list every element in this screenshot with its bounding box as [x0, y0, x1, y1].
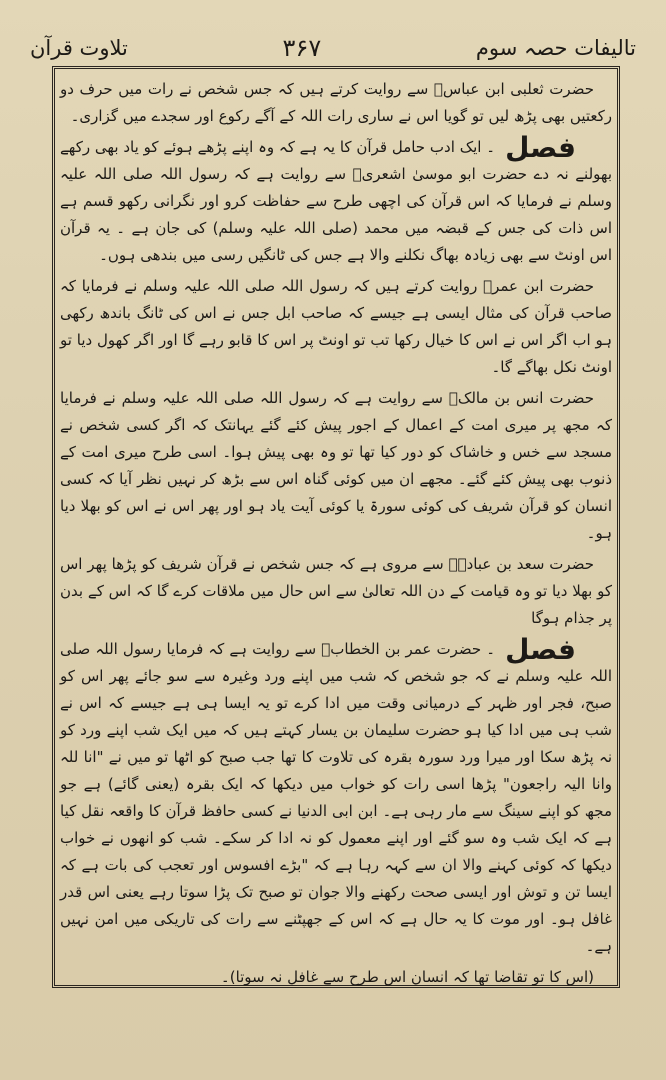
paragraph-1-text: حضرت ثعلبی ابن عباسؓ سے روایت کرتے ہیں کہ جس شخص نے رات میں حرف دو رکعتیں بھی پڑھ لیں تو گویا اس نے ساری رات اللہ کے آگے رکوع اور سجدے میں گزاری۔: [60, 80, 612, 125]
page-number: ۳۶۷: [282, 34, 322, 62]
paragraph-3-text: حضرت ابن عمرؓ روایت کرتے ہیں کہ رسول اللہ صلی اللہ علیہ وسلم نے فرمایا کہ صاحب قرآن کی مثال ایسی ہے جیسے کہ صاحب ابل جس نے اس کی ٹانگ باندھ رکھی ہو اب اگر اس نے اس کا خیال رکھا تب تو اونٹ پر اس کا قابو رہے گا اور اگر کھول دیا تو اونٹ نکل بھاگے گا۔: [60, 277, 612, 376]
section-title: تلاوت قرآن: [30, 36, 128, 60]
paragraph-2-text: ۔ ایک ادب حامل قرآن کا یہ ہے کہ وہ اپنے پڑھے ہوئے کو یاد بھی رکھے بھولنے نہ دے حضرت ابو موسیٰ اشعریؓ سے روایت ہے کہ رسول اللہ صلی اللہ علیہ وسلم نے فرمایا کہ اس قرآن کی اچھی طرح سے حفاظت کرو اور نگرانی رکھو قسم ہے اس ذات کی جس کے قبضہ میں محمد (صلی اللہ علیہ وسلم) کی جان ہے ۔ یہ قرآن اس اونٹ سے بھی زیادہ بھاگ نکلنے والا ہے جس کی ٹانگیں رسی میں بندھی ہوں۔: [60, 138, 612, 264]
paragraph-5-text: حضرت سعد بن عبادہؓ سے مروی ہے کہ جس شخص نے قرآن شریف کو پڑھا پھر اس کو بھلا دیا تو وہ قیامت کے دن اللہ تعالیٰ سے اس حال میں ملاقات کرے گا کہ اس کے بدن پر جذام ہوگا: [60, 555, 612, 627]
paragraph-1: [60, 76, 612, 130]
book-title: تالیفات حصہ سوم: [475, 36, 636, 60]
paragraph-4-text: حضرت انس بن مالکؓ سے روایت ہے کہ رسول اللہ صلی اللہ علیہ وسلم نے فرمایا کہ مجھ پر میری امت کے اعمال کے اجور پیش کئے گئے یہانتک کہ اگر کسی شخص نے مسجد سے خس و خاشاک کو دور کیا تھا تو وہ بھی پیش ہوا۔ اسی طرح میری امت کے ذنوب بھی پیش کئے گئے۔ مجھے ان میں کوئی گناہ اس سے بڑھ کر نہیں نظر آیا کہ کسی انسان کو قرآن شریف کی کوئی سورۃ یا کوئی آیت یاد ہو اور پھر اس نے اس کو بھلا دیا ہو۔: [60, 389, 612, 542]
paragraph-7-text: (اس کا تو تقاضا تھا کہ انسان اس طرح سے غافل نہ سوتا)۔: [220, 968, 594, 986]
paragraph-6-text: ۔ حضرت عمر بن الخطابؓ سے روایت ہے کہ فرمایا رسول اللہ صلی اللہ علیہ وسلم نے کہ جو شخص کہ شب میں اپنے ورد وغیرہ سے سو جائے پھر اس کو صبح، فجر اور ظہر کے درمیانی وقت میں ادا کرے تو یہ ایسا ہی ہے جیسے کہ اس نے شب ہی میں ادا کیا ہو حضرت سلیمان بن یسار کہتے ہیں کہ میں ایک شب اپنے ورد کو نہ پڑھ سکا اور میرا ورد سورہ بقرہ کی تلاوت کا تھا جب صبح کو اٹھا تو میں نے "انا للہ وانا الیہ راجعون" پڑھا اسی رات کو خواب میں دیکھا کہ ایک بقرہ (یعنی گائے) ہے جو مجھ کو اپنے سینگ سے مار رہی ہے۔ ابن ابی الدنیا نے کسی حافظ قرآن کا واقعہ نقل کیا ہے کہ ایک شب وہ سو گئے اور اپنے معمول کو نہ ادا کر سکے۔ شب کو انھوں نے خواب دیکھا کہ کوئی کہنے والا ان سے کہہ رہا ہے کہ "بڑے افسوس اور تعجب کی بات ہے کہ ایسا تن و توش اور ایسی صحت رکھنے والا جوان تو صبح تک پڑا سوتا رہے یعنی اس قدر غافل ہو۔ اور موت کا یہ حال ہے کہ اس کے جھپٹنے سے رات کی تاریکی میں امن نہیں ہے۔: [60, 640, 612, 955]
section-label-fasl: فصل: [505, 131, 576, 164]
paragraph-7: [60, 964, 612, 991]
paragraph-2: [60, 131, 612, 269]
page-body: [60, 76, 612, 995]
paragraph-3: [60, 273, 612, 381]
paragraph-5: [60, 551, 612, 632]
paragraph-6: [60, 633, 612, 960]
page-header: [30, 28, 636, 68]
section-label-fasl-2: فصل: [505, 633, 576, 666]
paragraph-4: [60, 385, 612, 547]
